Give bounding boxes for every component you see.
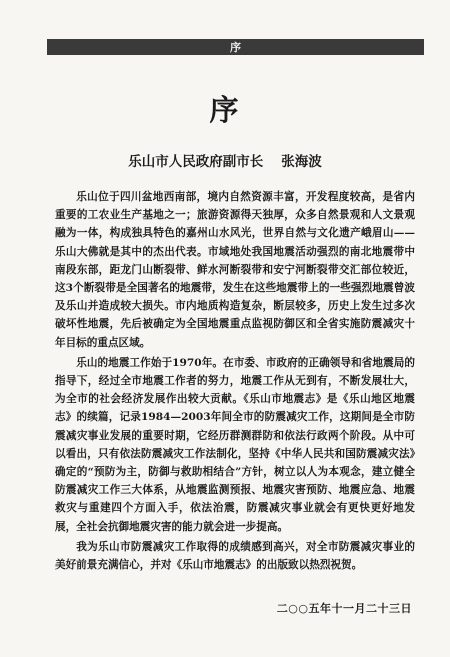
paragraph: 乐山的地震工作始于1970年。在市委、市政府的正确领导和省地震局的指导下，经过全市地震工作者的努力，地震工作从无到有，不断发展壮大，为全市的社会经济发展作出较大贡献。《乐山市地震志》是《乐山地区地震志》的续篇，记录1984—2003年间全市的防震减灾工作，这期间是全市防震减灾事业发展的重要时期，它经历群测群防和依法行政两个阶段。从中可以看出，只有依法防震减灾工作法制化，坚持《中华人民共和国防震减灾法》确定的“预防为主，防御与救助相结合”方针，树立以人为本观念，建立健全防震减灾工作三大体系，从地震监测预报、地震灾害预防、地震应急、地震救灾与重建四个方面入手，依法治震，防震减灾事业就会有更快更好地发展，全社会抗御地震灾害的能力就会进一步提高。 [55, 356, 415, 533]
paragraph: 乐山位于四川盆地西南部，境内自然资源丰富，开发程度较高，是省内重要的工农业生产基地之一；旅游资源得天独厚，众多自然景观和人文景观融为一体，构成独具特色的嘉州山水风光，世界自然与文化遗产峨眉山——乐山大佛就是其中的杰出代表。市域地处我国地震活动强烈的南北地震带中南段东部，距龙门山断裂带、鲜水河断裂带和安宁河断裂带交汇部位较近，这3个断裂带是全国著名的地震带，发生在这些地震带上的一些强烈地震曾波及乐山并造成较大损失。市内地质构造复杂，断层较多，历史上发生过多次破坏性地震，先后被确定为全国地震重点监视防御区和全省实施防震减灾十年目标的重点区域。 [55, 191, 415, 349]
page-title: 序 [209, 93, 241, 127]
author-name: 张海波 [281, 154, 322, 170]
author-line [0, 150, 450, 170]
author-title: 乐山市人民政府副市长 [128, 154, 264, 170]
signature-date: 二○○五年十一月二十三日 [276, 602, 412, 615]
running-header-label: 序 [230, 41, 241, 54]
paragraph: 我为乐山市防震减灾工作取得的成绩感到高兴，对全市防震减灾事业的美好前景充满信心，并对《乐山市地震志》的出版致以热烈祝贺。 [55, 540, 415, 572]
preface-body [55, 188, 415, 576]
running-header [47, 39, 424, 55]
